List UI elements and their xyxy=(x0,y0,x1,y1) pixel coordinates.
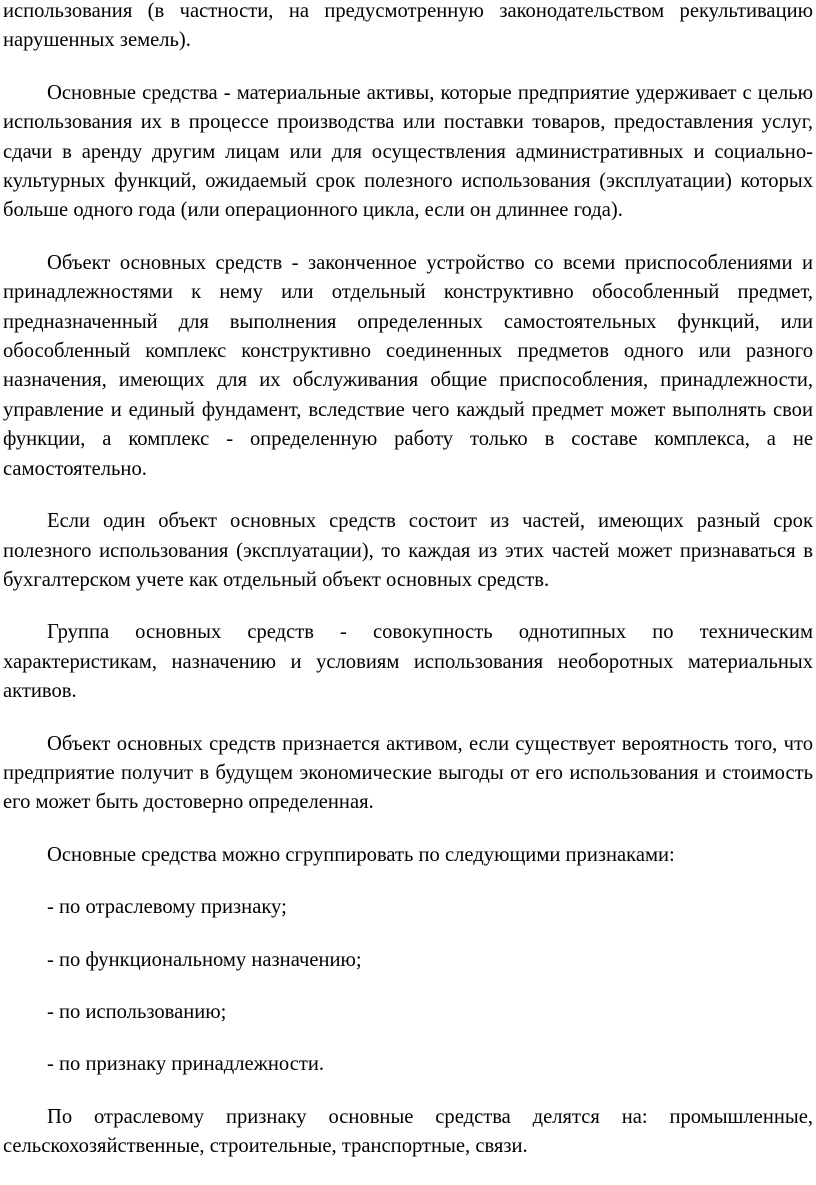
list-item-industry: - по отраслевому признаку; xyxy=(47,896,287,919)
paragraph-industry-classification: По отраслевому признаку основные средства делятся на: промышленные, сельскохозяйственные, строительные, транспортные, связи. xyxy=(3,1105,813,1158)
paragraph-grouping-intro: Основные средства можно сгруппировать по следующими признаками: xyxy=(47,843,675,866)
paragraph-continuation: использования (в частности, на предусмотренную законодательством рекультивацию нарушенных земель). xyxy=(3,0,813,52)
paragraph-fixed-assets-definition: Основные средства - материальные активы, которые предприятие удерживает с целью использования их в процессе производства или поставки товаров, предоставления услуг, сдачи в аренду другим лицам или для осуществления административных и социально-культурных функций, ожидаемый срок полезного использования (эксплуатации) которых больше одного года (или операционного цикла, если он длиннее года). xyxy=(3,81,813,222)
list-item-function: - по функциональному назначению; xyxy=(47,948,362,971)
document-page xyxy=(3,0,813,1185)
list-item-usage: - по использованию; xyxy=(47,1000,227,1023)
list-item-ownership: - по признаку принадлежности. xyxy=(47,1053,325,1076)
paragraph-asset-parts: Если один объект основных средств состоит из частей, имеющих разный срок полезного использования (эксплуатации), то каждая из этих частей может признаваться в бухгалтерском учете как отдельный объект основных средств. xyxy=(3,510,813,591)
paragraph-fixed-asset-object: Объект основных средств - законченное устройство со всеми приспособлениями и принадлежностями к нему или отдельный конструктивно обособленный предмет, предназначенный для выполнения определенных самостоятельных функций, или обособленный комплекс конструктивно соединенных предметов одного или разного назначения, имеющих для их обслуживания общие приспособления, принадлежности, управление и единый фундамент, вследствие чего каждый предмет может выполнять свои функции, а комплекс - определенную работу только в составе комплекса, а не самостоятельно. xyxy=(3,251,813,480)
paragraph-asset-recognition: Объект основных средств признается активом, если существует вероятность того, что предприятие получит в будущем экономические выгоды от его использования и стоимость его может быть достоверно определенная. xyxy=(3,732,813,814)
paragraph-asset-group: Группа основных средств - совокупность однотипных по техническим характеристикам, назначению и условиям использования необоротных материальных активов. xyxy=(3,621,813,703)
